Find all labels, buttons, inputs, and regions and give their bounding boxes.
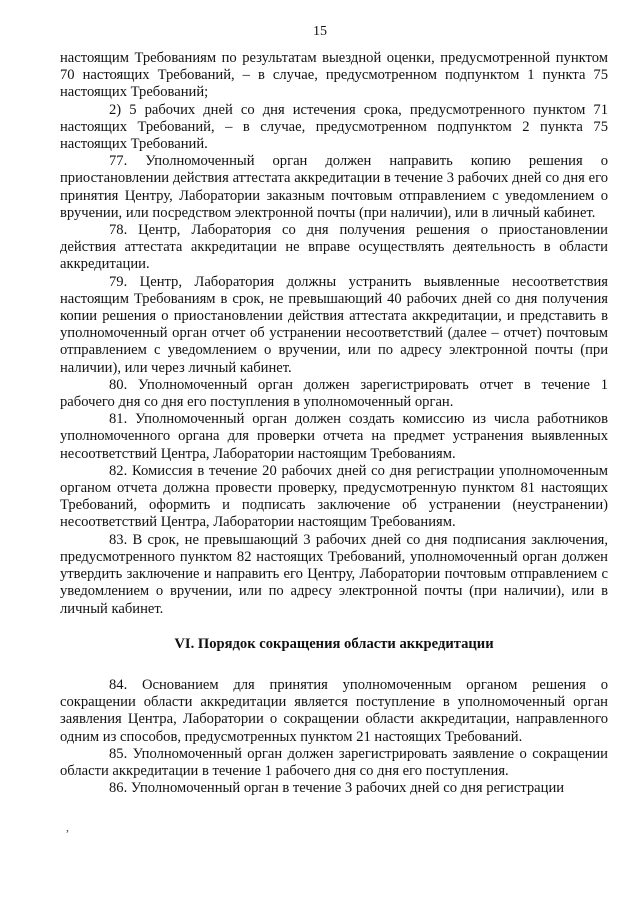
paragraph-79: 79. Центр, Лаборатория должны устранить выявленные несоответствия настоящим Требованиям в срок, не превышающий 40 рабочих дней со дня получения копии решения о приостановлении действия аттестата аккредитации, и представить в уполномоченный орган отчет об устранении несоответствий (далее – отчет) почтовым отправлением с уведомлением о вручении, или по адресу электронной почты (при наличии), или через личный кабинет. bbox=[60, 273, 608, 376]
paragraph-78: 78. Центр, Лаборатория со дня получения решения о приостановлении действия аттестата аккредитации не вправе осуществлять деятельность в области аккредитации. bbox=[60, 222, 608, 273]
paragraph-continuation: настоящим Требованиям по результатам выездной оценки, предусмотренной пунктом 70 настоящих Требований, – в случае, предусмотренном подпунктом 1 пункта 75 настоящих Требований; bbox=[60, 50, 608, 101]
page-number: 15 bbox=[313, 24, 327, 39]
paragraph-subitem-2: 2) 5 рабочих дней со дня истечения срока, предусмотренного пунктом 71 настоящих Требований, – в случае, предусмотренном подпунктом 2 пункта 75 настоящих Требований. bbox=[60, 101, 608, 153]
section-heading: VI. Порядок сокращения области аккредитации bbox=[174, 635, 494, 652]
paragraph-77: 77. Уполномоченный орган должен направить копию решения о приостановлении действия аттестата аккредитации в течение 3 рабочих дней со дня его принятия Центру, Лаборатории заказным почтовым отправлением с уведомлением о вручении, или посредством электронной почты (при наличии), или в личный кабинет. bbox=[60, 153, 608, 221]
scan-mark: , bbox=[66, 820, 69, 834]
paragraph-84: 84. Основанием для принятия уполномоченным органом решения о сокращении области аккредитации является поступление в уполномоченный орган заявления Центра, Лаборатории о сокращении области аккредитации, направленного одним из способов, предусмотренных пунктом 21 настоящих Требований. bbox=[60, 676, 608, 745]
paragraph-83: 83. В срок, не превышающий 3 рабочих дней со дня подписания заключения, предусмотренного пунктом 82 настоящих Требований, уполномоченный орган должен утвердить заключение и направить его Центру, Лаборатории почтовым отправлением с уведомлением о вручении, или по адресу электронной почты (при наличии), или в личный кабинет. bbox=[60, 531, 608, 617]
document-body bbox=[60, 50, 608, 797]
paragraph-81: 81. Уполномоченный орган должен создать комиссию из числа работников уполномоченного органа для проверки отчета на предмет устранения выявленных несоответствий Центра, Лаборатории настоящим Требованиям. bbox=[60, 411, 608, 462]
paragraph-80: 80. Уполномоченный орган должен зарегистрировать отчет в течение 1 рабочего дня со дня его поступления в уполномоченный орган. bbox=[60, 376, 608, 411]
paragraph-86: 86. Уполномоченный орган в течение 3 рабочих дней со дня регистрации bbox=[109, 780, 565, 797]
paragraph-85: 85. Уполномоченный орган должен зарегистрировать заявление о сокращении области аккредитации в течение 1 рабочего дня со дня его поступления. bbox=[60, 745, 608, 779]
paragraph-82: 82. Комиссия в течение 20 рабочих дней со дня регистрации уполномоченным органом отчета должна провести проверку, предусмотренную пунктом 81 настоящих Требований, оформить и подписать заключение об устранении (неустранении) несоответствий Центра, Лаборатории настоящим Требованиям. bbox=[60, 462, 608, 531]
